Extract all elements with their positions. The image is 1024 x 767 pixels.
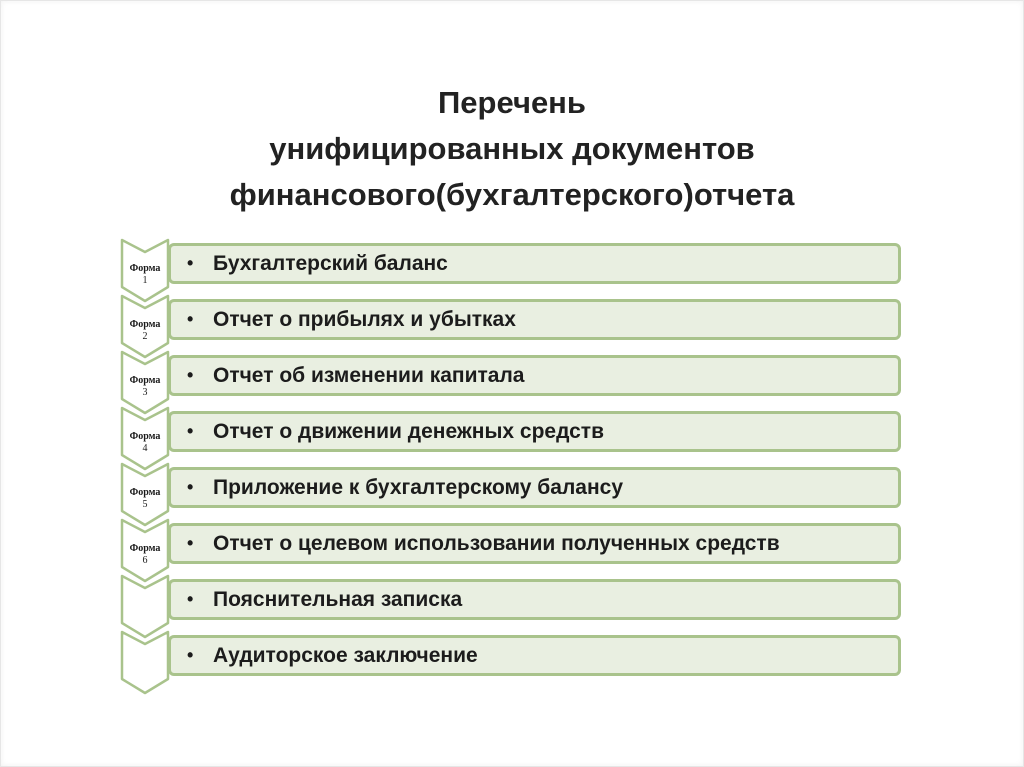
bullet-icon: •: [187, 589, 194, 609]
document-title: Отчет о движении денежных средств: [213, 419, 605, 443]
bullet-icon: •: [187, 477, 194, 497]
list-item: [0, 635, 1024, 691]
form-badge-number: 4: [142, 443, 148, 454]
bullet-icon: •: [187, 645, 194, 665]
document-title: Отчет об изменении капитала: [213, 363, 525, 387]
list-item: [0, 411, 1024, 467]
document-bar: [168, 411, 901, 452]
bullet-icon: •: [187, 533, 194, 553]
title-line-2: унифицированных документов: [269, 131, 755, 166]
title-line-3: финансового(бухгалтерского)отчета: [229, 177, 795, 212]
form-badge: [120, 487, 170, 511]
form-badge-word: Форма: [129, 431, 161, 442]
form-badge: [120, 375, 170, 399]
bullet-icon: •: [187, 365, 194, 385]
document-bar: [168, 467, 901, 508]
document-title: Аудиторское заключение: [213, 643, 478, 667]
form-badge-word: Форма: [129, 487, 161, 498]
document-title: Приложение к бухгалтерскому балансу: [213, 475, 624, 499]
document-bar: [168, 523, 901, 564]
bullet-icon: •: [187, 421, 194, 441]
form-badge: [120, 431, 170, 455]
list-item: [0, 523, 1024, 579]
form-badge-number: 2: [142, 331, 148, 342]
bullet-icon: •: [187, 309, 194, 329]
list-item: [0, 579, 1024, 635]
document-bar: [168, 635, 901, 676]
document-title: Пояснительная записка: [213, 587, 463, 611]
form-badge-word: Форма: [129, 375, 161, 386]
form-badge-word: Форма: [129, 319, 161, 330]
form-badge-word: Форма: [129, 263, 161, 274]
form-badge: [120, 319, 170, 343]
list-item: [0, 299, 1024, 355]
list-item: [0, 243, 1024, 299]
list-item: [0, 355, 1024, 411]
form-badge: [120, 543, 170, 567]
document-bar: [168, 243, 901, 284]
document-bar: [168, 299, 901, 340]
form-badge: [120, 263, 170, 287]
title-line-1: Перечень: [438, 85, 586, 120]
form-badge-number: 3: [142, 387, 148, 398]
document-title: Бухгалтерский баланс: [213, 251, 448, 275]
bullet-icon: •: [187, 253, 194, 273]
document-bar: [168, 579, 901, 620]
form-badge-word: Форма: [129, 543, 161, 554]
document-title: Отчет о прибылях и убытках: [213, 307, 516, 331]
form-badge-number: 1: [142, 275, 148, 286]
document-title: Отчет о целевом использовании полученных средств: [213, 531, 780, 555]
list-item: [0, 467, 1024, 523]
form-badge-number: 6: [142, 555, 148, 566]
form-badge-number: 5: [142, 499, 148, 510]
document-bar: [168, 355, 901, 396]
